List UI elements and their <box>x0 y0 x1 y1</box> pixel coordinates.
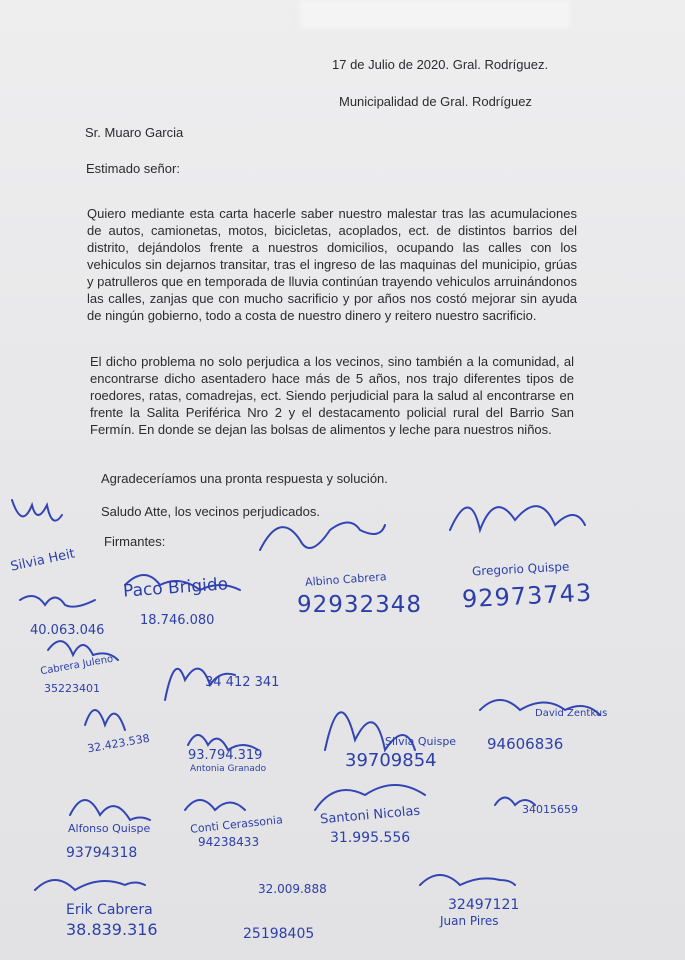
signature-name: Juan Pires <box>440 914 499 928</box>
signature-name: Antonia Granado <box>190 764 267 774</box>
signature-name: Silvia Quispe <box>385 735 457 748</box>
recipient-organization: Municipalidad de Gral. Rodríguez <box>339 94 532 109</box>
signature-number: 34015659 <box>522 803 578 816</box>
signature-name: Cabrera Juleno <box>39 653 114 678</box>
signature-name: Paco Brigido <box>122 574 229 602</box>
addressee: Sr. Muaro Garcia <box>85 125 184 140</box>
signature-number: 39709854 <box>345 750 437 771</box>
greeting: Estimado señor: <box>86 161 180 176</box>
signature-number: 32497121 <box>448 897 520 913</box>
redacted-header <box>300 0 570 28</box>
signature-name: Santoni Nicolas <box>319 803 421 828</box>
signature-name: Silvia Heit <box>9 546 77 575</box>
signature-number: 93794318 <box>66 845 138 861</box>
signature-name: Conti Cerassonia <box>189 813 284 836</box>
signature-number: 40.063.046 <box>30 623 105 638</box>
signature-number: 18.746.080 <box>140 613 215 628</box>
paragraph-2: El dicho problema no solo perjudica a los vecinos, sino también a la comunidad, al encontrarse dicho asentadero hace más de 5 años, nos trajo diferentes tipos de roedores, ratas, comadrejas, ect. Siendo perjudicial para la salud al encontrarse en frente la Salita Periférica Nro 2 y el destacamento policial rural del Barrio San Fermín. En donde se dejan las bolsas de alimentos y leche para nuestros niños. <box>90 354 574 437</box>
signature-strokes <box>0 490 685 960</box>
signature-number: 38.839.316 <box>66 920 158 939</box>
signature-number: 35223401 <box>44 682 100 695</box>
signature-number: 25198405 <box>243 926 315 942</box>
signature-name: Gregorio Quispe <box>471 559 570 579</box>
signature-number: 34 412 341 <box>205 675 280 690</box>
signature-number: 31.995.556 <box>330 830 411 846</box>
paragraph-1: Quiero mediante esta carta hacerle saber nuestro malestar tras las acumulaciones de autos, camionetas, motos, bicicletas, acoplados, ect. de distintos barrios del distrito, dejándolos frente a nuestros domicilios, ocupando las calles con los vehiculos sin dejarnos transitar, tras el ingreso de las maquinas del municipio, grúas y patrulleros que en temporada de lluvia continúan trayendo vehiculos arruinándonos las calles, zanjas que con mucho sacrificio y por años nos costó mejorar sin ayuda de ningún gobierno, todo a costa de nuestro dinero y reitero nuestro sacrificio. <box>87 206 577 323</box>
closing-request: Agradeceríamos una pronta respuesta y solución. <box>101 471 388 486</box>
signature-name: Alfonso Quispe <box>68 822 151 835</box>
signature-name: David Zentkus <box>535 708 608 719</box>
signature-name: Erik Cabrera <box>66 902 153 918</box>
signature-number: 92973743 <box>461 578 593 614</box>
signature-number: 32.423.538 <box>86 731 151 756</box>
signature-number: 94238433 <box>198 835 260 849</box>
closing-salutation: Saludo Atte, los vecinos perjudicados. <box>101 504 320 519</box>
signature-number: 92932348 <box>297 592 423 618</box>
firmantes-label: Firmantes: <box>104 534 166 549</box>
signature-number: 32.009.888 <box>258 882 327 896</box>
signature-number: 93.794.319 <box>188 748 263 763</box>
letter-date: 17 de Julio de 2020. Gral. Rodríguez. <box>332 57 549 72</box>
signature-number: 94606836 <box>487 735 564 753</box>
signature-name: Albino Cabrera <box>304 570 387 589</box>
